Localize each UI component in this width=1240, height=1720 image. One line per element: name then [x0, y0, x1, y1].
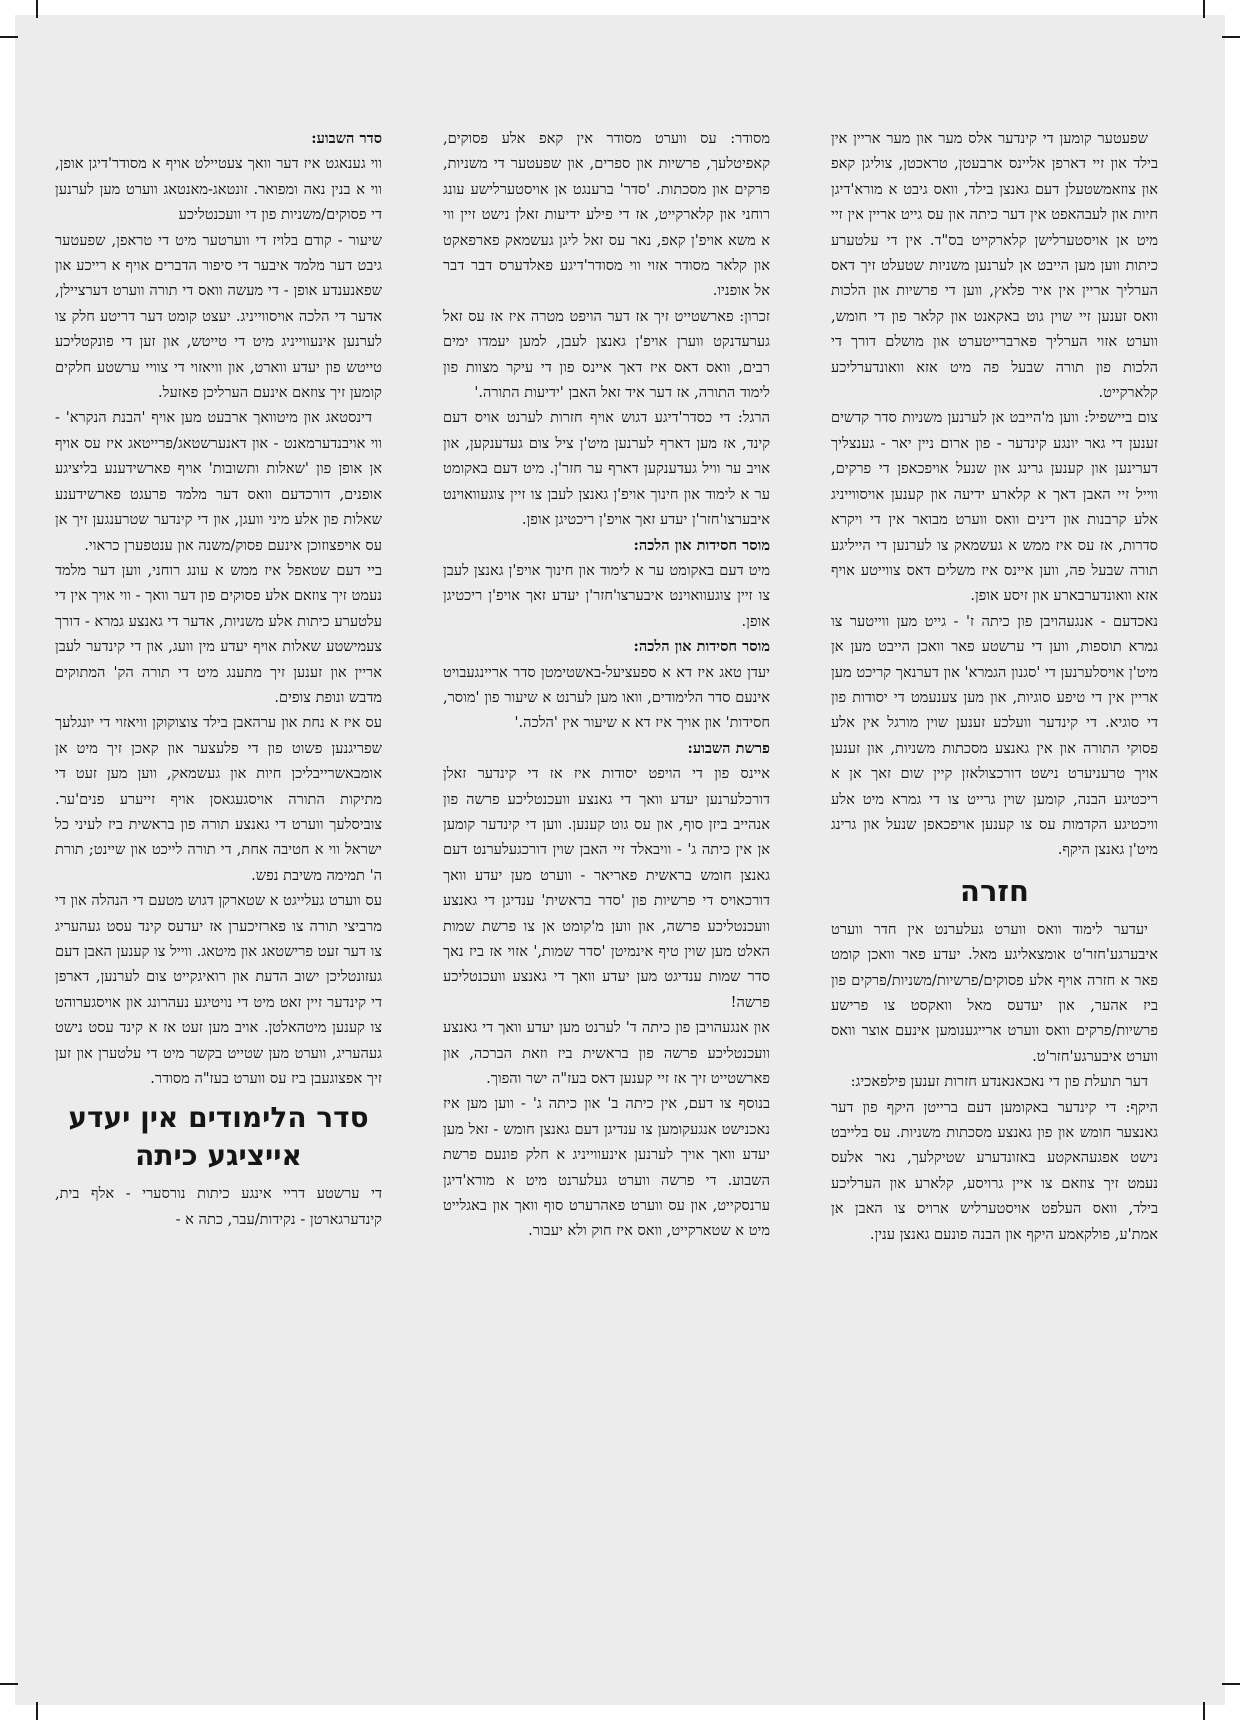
- paragraph: זכרון: פארשטייט זיך אז דער הויפט מטרה איז אז עס זאל גערעדנקט ווערן אויפ'ן גאנצן לעבן, למען יעמדו ימים רבים, וואס דאס איז דאך איינס פון די עיקר מצוות פון לימוד התורה, אז דער איד זאל האבן 'ידיעות התורה.': [443, 307, 770, 402]
- section-heading-chazara: חזרה: [960, 873, 1029, 908]
- paragraph: דער תועלת פון די נאכאנאנדע חזרות זענען פילפאכיג:: [850, 1073, 1148, 1091]
- crop-mark-bottom-right-h: [1222, 1683, 1240, 1685]
- crop-mark-bottom-right-v: [1203, 1702, 1205, 1720]
- column-middle: [443, 126, 770, 1244]
- paragraph: הרגל: די כסדר'דיגע דגוש אויף חזרות לערנט אויס דעם קינד, אז מען דארף לערנען מיט'ן ציל צום געדענקען, און אויב ער וויל געדענקען דארף ער חזר'ן. מיט דעם באקומט ער א לימוד און חינוך אויפ'ן גאנצן לעבן צו זיין צוגעוואוינט איבערצו'חזר'ן יעדע זאך אויפ'ן ריכטיגן אופן.: [443, 409, 770, 529]
- paragraph: שיעור - קודם בלויז די ווערטער מיט די טראפן, שפעטער גיבט דער מלמד איבער די סיפור הדברים אויף א רייכע און שפאנענדע אופן - די מעשה וואס די תורה ווערט דערציילן, אדער די הלכה אויסווייניג. יעצט קומט דער דריטע חלק צו לערנען אינעווייניג מיט די טייטש, און זען די פונקטליכע טייטש פון יעדע ווארט, און וויאזוי די צוויי ערשטע חלקים קומען זיך צוזאם אינעם הערליכן פאזעל.: [55, 231, 382, 402]
- crop-mark-top-right-h: [1222, 36, 1240, 38]
- subheading: פרשת השבוע:: [687, 739, 770, 757]
- paragraph: נאכדעם - אנגעהויבן פון כיתה ז' - גייט מען ווייטער צו גמרא תוספות, ווען די ערשטע פאר וואכן הייבט מען אן מיט'ן אויסלערנען די 'סגנון הגמרא' און דערנאך קריכט מען אריין אין די טיפע סוגיות, און מען צענעמט די יסודות פון די סוגיא. די קינדער וועלכע זענען שוין מורגל אין אלע פסוקי התורה און אין גאנצע מסכתות משניות, און זענען אויך טרעניערט נישט דורכצולאזן קיין שום זאך אן א ריכטיגע הבנה, קומען שוין גרייט צו די גמרא מיט אלע וויכטיגע הקדמות עס צו קענען אויפכאפן שנעל און גרינג מיט'ן גאנצן היקף.: [831, 612, 1158, 859]
- paragraph: די ערשטע דריי אינגע כיתות נורסערי - אלף בית, קינדערגארטן - נקידות/עבר, כתה א -: [55, 1185, 382, 1228]
- paragraph: ווי גענאגט איז דער וואך צעטיילט אויף א מסודר'דיגן אופן, ווי א בנין נאה ומפואר. זונטאג-מאנטאג ווערט מען לערנען די פסוקים/משניות פון די וועכנטליכע: [55, 155, 382, 224]
- paragraph: און אנגעהויבן פון כיתה ד' לערנט מען יעדע וואך די גאנצע וועכנטליכע פרשה פון בראשית ביז וזאת הברכה, און פארשטייט זיך אז זיי קענען דאס בעז"ה ישר והפוך.: [443, 1019, 770, 1088]
- column-left: [55, 126, 382, 1232]
- paragraph: צום ביישפיל: ווען מ'הייבט אן לערנען משניות סדר קדשים זענען די גאר יונגע קינדער - פון ארום ניין יאר - גענצליך דערינען און קענען גרינג און שנעל אויפכאפן די פרקים, ווייל זיי האבן דאך א קלארע ידיעה און קענען אויסווייניג אלע קרבנות און דינים וואס ווערט מבואר אין די ויקרא סדרות, אז עס איז ממש א געשמאק צו לערנען די הייליגע תורה שבעל פה, ווען איינס איז משלים דאס צווייטע אויף אזא וואונדערבארע און זיסע אופן.: [831, 409, 1158, 605]
- paragraph: היקף: די קינדער באקומען דעם ברייטן היקף פון דער גאנצער חומש און פון גאנצע מסכתות משניות. עס בלייבט נישט אפגעהאקטע באזונדערע שטיקלעך, נאר אלעס נעמט זיך צוזאם צו איין גרויסע, קלארע און הערליכע בילד, וואס העלפט אויסטערליש ארויס צו האבן אן אמת'ע, פולקאמע היקף און הבנה פונעם גאנצן ענין.: [831, 1098, 1158, 1243]
- paragraph: דינסטאג און מיטוואך ארבעט מען אויף 'הבנת הנקרא' - ווי אויבנדערמאנט - און דאנערשטאג/פרייטאג איז עס אויף אן אופן פון 'שאלות ותשובות' אויף פארשידענע בליציגע אופנים, דורכדעם וואס דער מלמד פרעגט פארשידענע שאלות פון אלע מיני וועגן, און די קינדער שטרענגען זיך אן עס אויפצוזוכן אינעם פסוק/משנה און ענטפערן כראוי.: [55, 409, 382, 554]
- paragraph: יעדער לימוד וואס ווערט געלערנט אין חדר ווערט איבערגע'חזר'ט אומצאליגע מאל. יעדע פאר וואכן קומט פאר א חזרה אויף אלע פסוקים/פרשיות/משניות/פרקים פון ביז אהער, און יעדעס מאל וואקסט צו פרישע פרשיות/פרקים וואס ווערט ארייגענומען אינעם אוצר וואס ווערט איבערגע'חזר'ט.: [831, 920, 1158, 1065]
- column-right: [831, 126, 1158, 1247]
- subheading: מוסר חסידות און הלכה:: [633, 536, 770, 554]
- crop-mark-top-right-v: [1203, 0, 1205, 18]
- paragraph: איינס פון די הויפט יסודות איז אז די קינדער זאלן דורכלערנען יעדע וואך די גאנצע וועכנטליכע פרשה פון אנהייב ביזן סוף, און עס גוט קענען. ווען די קינדער קומען אן אין כיתה ג' - וויבאלד זיי האבן שוין דורכגעלערנט דעם גאנצן חומש בראשית פאריאר - ווערט מען יעדע וואך דורכאויס די פרשיות פון 'סדר בראשית' ענדיגן די גאנצע וועכנטליכע פרשה, און ווען מ'קומט אן צו פרשת שמות האלט מען שוין טיף אינמיטן 'סדר שמות,' אזוי אז ביז נאך סדר שמות ענדיגט מען יעדע וואך די גאנצע וועכנטליכע פרשה!: [443, 765, 770, 1011]
- crop-mark-bottom-left-h: [0, 1683, 18, 1685]
- paragraph: עס איז א נחת און ערהאבן בילד צוצוקוקן וויאזוי די יונגלעך שפריגנען פשוט פון די פלעצער און קאכן זיך מיט אן אומבאשרייבליכן חיות און געשמאק, ווען מען זעט די מתיקות התורה אויסגעגאסן אויף זייערע פנים'ער. צוביסלעך ווערט די גאנצע תורה פון בראשית ביז לעיני כל ישראל ווי א חטיבה אחת, די תורה לייכט און שיינט; תורת ה' תמימה משיבת נפש.: [55, 714, 382, 884]
- paragraph: ביי דעם שטאפל איז ממש א עונג רוחני, ווען דער מלמד נעמט זיך צוזאם אלע פסוקים פון דער וואך - ווי אויך אין די עלטערע כיתות אלע משניות, אדער די גאנצע גמרא - דורך צעמישטע שאלות אויף יעדע מין וועג, און די קינדער לעבן אריין און זענען זיך מתענג מיט די תורה הק' המתוקים מדבש ונופת צופים.: [55, 561, 382, 706]
- crop-mark-top-left-v: [36, 0, 38, 18]
- paragraph: יעדן טאג איז דא א ספעציעל-באשטימטן סדר אריינגעבויט אינעם סדר הלימודים, וואו מען לערנט א שיעור פון 'מוסר, חסידות' און אויך איז דא א שיעור אין 'הלכה.': [443, 663, 770, 732]
- subheading: מוסר חסידות און הלכה:: [633, 638, 770, 656]
- paragraph: עס ווערט געלייגט א שטארקן דגוש מטעם די הנהלה און די מרביצי תורה צו פארזיכערן אז יעדעס קינד עסט געהעריג צו דער זעט פרישטאג און מיטאג. ווייל צו קענען האבן דעם געזונטליכן ישוב הדעת און רואיגקייט צום לערנען, דארפן די קינדער זיין זאט מיט די נויטיגע נעהרונג און אויסגערוהט צו קענען מיטהאלטן. אויב מען זעט אז א קינד עסט נישט געהעריג, ווערט מען שטייט בקשר מיט די עלטערן און זען זיך אפצוגעבן ביז עס ווערט בעז"ה מסודר.: [55, 892, 382, 1088]
- section-heading-seder-halimudim: סדר הלימודים אין יעדע אייציגע כיתה: [68, 1101, 369, 1173]
- crop-mark-bottom-left-v: [36, 1702, 38, 1720]
- paragraph: שפעטער קומען די קינדער אלס מער און מער אריין אין בילד און זיי דארפן אליינס ארבעטן, טראכטן, צוליגן קאפ און צוזאמשטעלן דעם גאנצן בילד, וואס גיבט א מורא'דיגן חיות און לעבהאפט אין דער כיתה און עס גייט אריין אין זיי מיט אן אויסטערלישן קלארקייט בס"ד. אין די עלטערע כיתות ווען מען הייבט אן לערנען משניות שטעלט זיך דאס הערליך אריין אין איר פלאץ, ווען די פרשיות און הלכות וואס זענען זיי שוין גוט באקאנט און קלאר פון די חומש, ווערט אזוי הערליך פארברייטערט און מושלם דורך די הלכות פון תורה שבעל פה מיט אזא וואונדערליכע קלארקייט.: [831, 130, 1158, 402]
- paragraph: בנוסף צו דעם, אין כיתה ב' און כיתה ג' - ווען מען איז נאכנישט אנגעקומען צו ענדיגן דעם גאנצן חומש - זאל מען יעדע וואך אויך לערנען אינעווייניג א חלק פונעם פרשת השבוע. די פרשה ווערט געלערנט מיט א מורא'דיגן ערנסקייט, און עס ווערט פאהרערט סוף וואך און באגלייט מיט א שטארקייט, וואס איז חוק ולא יעבור.: [443, 1095, 770, 1240]
- crop-mark-top-left-h: [0, 36, 18, 38]
- paragraph: מיט דעם באקומט ער א לימוד און חינוך אויפ'ן גאנצן לעבן צו זיין צוגעוואוינט איבערצו'חזר'ן יעדע זאך אויפ'ן ריכטיגן אופן.: [443, 561, 770, 630]
- paragraph: מסודר: עס ווערט מסודר אין קאפ אלע פסוקים, קאפיטלעך, פרשיות און ספרים, און שפעטער די משניות, פרקים און מסכתות. 'סדר' ברענגט אן אויסטערלישע עונג רוחני און קלארקייט, אז די פילע ידיעות זאלן נישט זיין ווי א משא אויפ'ן קאפ, נאר עס זאל ליגן געשמאק פארפאקט און קלאר מסודר אזוי ווי מסודר'דיגע פאלדערס דבר דבר אל אופניו.: [443, 130, 770, 300]
- subheading: סדר השבוע:: [311, 130, 382, 147]
